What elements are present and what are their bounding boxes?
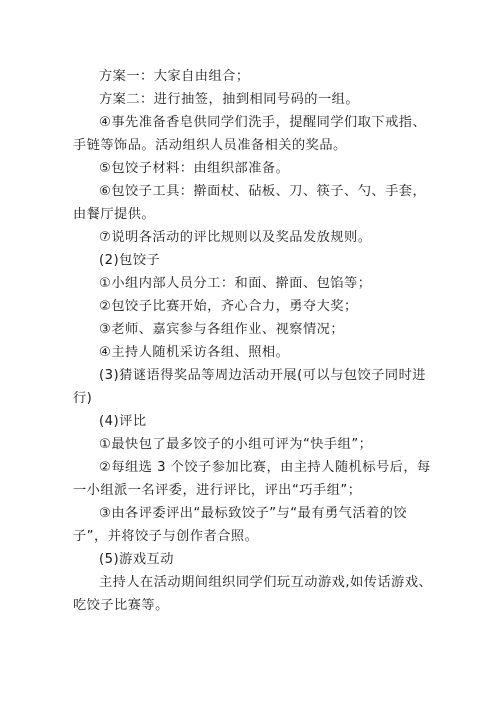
document-body [73, 65, 437, 617]
paragraph-teachers-guests: ③老师、嘉宾参与各组作业、视察情况； [99, 322, 345, 337]
paragraph-rules: ⑦说明各活动的评比规则以及奖品发放规则。 [99, 230, 372, 245]
paragraph-tools: ⑥包饺子工具：擀面杖、砧板、刀、筷子、勺、手套，由餐厅提供。 [73, 184, 427, 222]
section-heading-make-dumplings: (2)包饺子 [99, 253, 161, 268]
paragraph-division-of-labor: ①小组内部人员分工：和面、擀面、包馅等； [99, 276, 372, 291]
paragraph-plan-one: 方案一：大家自由组合； [99, 69, 250, 84]
paragraph-fastest-group: ①最快包了最多饺子的小组可评为“快手组”； [99, 437, 373, 452]
section-heading-judging: (4)评比 [99, 414, 147, 429]
paragraph-prepare-soap: ④事先准备香皂供同学们洗手，提醒同学们取下戒指、手链等饰品。活动组织人员准备相关的奖品。 [73, 115, 427, 153]
paragraph-competition-start: ②包饺子比赛开始，齐心合力，勇夺大奖； [99, 299, 358, 314]
paragraph-best-dumpling: ③由各评委评出“最标致饺子”与“最有勇气活着的饺子”，并将饺子与创作者合照。 [73, 506, 408, 544]
section-heading-games: (5)游戏互动 [99, 552, 174, 567]
paragraph-materials: ⑤包饺子材料：由组织部准备。 [99, 161, 290, 176]
paragraph-skilled-group: ②每组选 3 个饺子参加比赛，由主持人随机标号后，每一小组派一名评委，进行评比，评出“巧手组”； [73, 460, 431, 498]
section-heading-riddles: (3)猜谜语得奖品等周边活动开展(可以与包饺子同时进行) [73, 368, 426, 406]
paragraph-interactive-games: 主持人在活动期间组织同学们玩互动游戏,如传话游戏、吃饺子比赛等。 [73, 575, 433, 613]
paragraph-plan-two: 方案二：进行抽签，抽到相同号码的一组。 [99, 92, 360, 107]
paragraph-host-interviews: ④主持人随机采访各组、照相。 [99, 345, 290, 360]
